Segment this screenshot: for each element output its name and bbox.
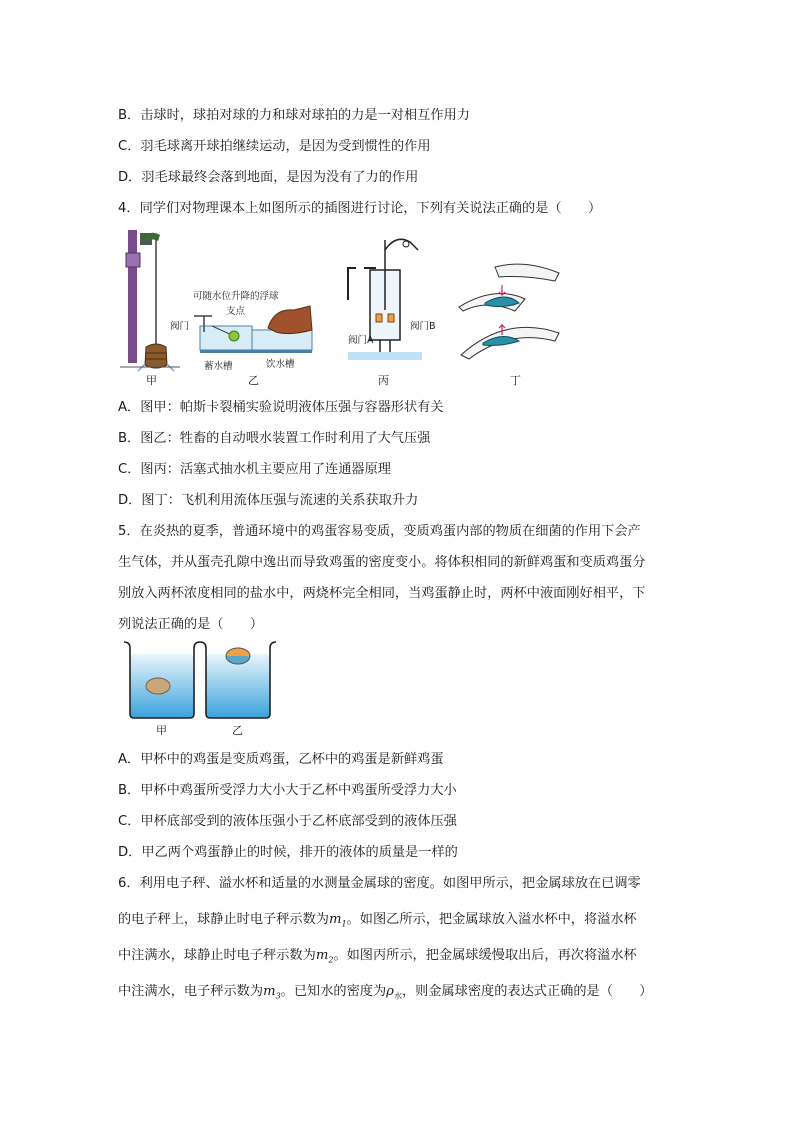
symbol-rho-sub: 水 — [393, 991, 402, 1001]
figure-beakers — [120, 638, 280, 722]
q6-line-4 — [118, 980, 653, 1002]
q4-option-a: A．图甲：帕斯卡裂桶实验说明液体压强与容器形状有关 — [118, 400, 444, 415]
q6-line-4-text-b: 。已知水的密度为 — [280, 984, 387, 999]
symbol-m1 — [329, 912, 347, 927]
q4-option-b: B．图乙：牲畜的自动喂水装置工作时利用了大气压强 — [118, 431, 431, 446]
symbol-m2 — [316, 948, 334, 963]
q5-stem-line-1: 5．在炎热的夏季，普通环境中的鸡蛋容易变质，变质鸡蛋内部的物质在细菌的作用下会产 — [118, 524, 641, 539]
figure-caption-bing: 丙 — [378, 374, 389, 387]
q6-line-1: 6．利用电子秤、溢水杯和适量的水测量金属球的密度。如图甲所示，把金属球放在已调零 — [118, 876, 641, 891]
label-valve-b: 阀门B — [410, 321, 436, 332]
q4-stem: 4．同学们对物理课本上如图所示的插图进行讨论，下列有关说法正确的是（ ） — [118, 201, 602, 216]
q5-option-b: B．甲杯中鸡蛋所受浮力大小大于乙杯中鸡蛋所受浮力大小 — [118, 783, 457, 798]
q6-line-4-text-c: ，则金属球密度的表达式正确的是（ ） — [401, 984, 653, 999]
symbol-m2-letter: m — [315, 948, 329, 963]
beaker-caption-jia: 甲 — [156, 724, 167, 737]
q4-option-c: C．图丙：活塞式抽水机主要应用了连通器原理 — [118, 462, 391, 477]
label-float: 可随水位升降的浮球 — [193, 291, 279, 302]
pascal-barrel-illustration — [120, 225, 180, 373]
q6-line-3-text-a: 中注满水，球静止时电子秤示数为 — [118, 948, 316, 963]
symbol-rho-water — [386, 984, 402, 999]
q3-option-c: C．羽毛球离开球拍继续运动，是因为受到惯性的作用 — [118, 139, 431, 154]
label-drinking-trough: 饮水槽 — [266, 359, 295, 370]
beaker-caption-yi: 乙 — [232, 724, 243, 737]
beakers-illustration — [120, 638, 280, 722]
q6-line-2 — [118, 908, 637, 929]
label-storage-tank: 蓄水槽 — [204, 361, 233, 372]
q3-option-d: D．羽毛球最终会落到地面，是因为没有了力的作用 — [118, 170, 419, 185]
figure-caption-yi: 乙 — [248, 374, 259, 387]
q4-option-d: D．图丁：飞机利用流体压强与流速的关系获取升力 — [118, 493, 419, 508]
q5-stem-line-3: 别放入两杯浓度相同的盐水中，两烧杯完全相同，当鸡蛋静止时，两杯中液面刚好相平，下 — [118, 586, 646, 601]
q5-stem-line-2: 生气体，并从蛋壳孔隙中逸出而导致鸡蛋的密度变小。将体积相同的新鲜鸡蛋和变质鸡蛋分 — [118, 555, 646, 570]
symbol-m3 — [263, 984, 281, 999]
q5-option-a: A．甲杯中的鸡蛋是变质鸡蛋，乙杯中的鸡蛋是新鲜鸡蛋 — [118, 752, 444, 767]
airplane-wing-illustration — [455, 255, 565, 370]
symbol-m3-letter: m — [263, 984, 276, 999]
q6-line-3-text-b: 。如图丙所示，把金属球缓慢取出后，再次将溢水杯 — [333, 948, 637, 963]
q5-option-d: D．甲乙两个鸡蛋静止的时候，排开的液体的质量是一样的 — [118, 845, 458, 860]
q6-line-2-text-a: 的电子秤上，球静止时电子秤示数为 — [118, 912, 329, 927]
q5-option-c: C．甲杯底部受到的液体压强小于乙杯底部受到的液体压强 — [118, 814, 457, 829]
label-valve: 阀门 — [170, 321, 190, 332]
symbol-m3-sub: 3 — [275, 991, 281, 1001]
figure-ding-airplane-wing — [455, 255, 565, 370]
q3-option-b: B．击球时，球拍对球的力和球对球拍的力是一对相互作用力 — [118, 108, 470, 123]
q6-line-4-text-a: 中注满水，电子秤示数为 — [118, 984, 264, 999]
symbol-m2-sub: 2 — [328, 955, 334, 965]
label-valve-a: 阀门A — [348, 335, 374, 346]
q6-line-2-text-b: 。如图乙所示，把金属球放入溢水杯中，将溢水杯 — [346, 912, 637, 927]
q5-stem-line-4: 列说法正确的是（ ） — [118, 617, 264, 632]
label-pivot: 支点 — [226, 306, 246, 317]
figure-caption-jia: 甲 — [146, 374, 157, 387]
figure-caption-ding: 丁 — [510, 374, 521, 387]
symbol-m1-letter: m — [329, 912, 342, 927]
symbol-m1-sub: 1 — [341, 919, 347, 929]
symbol-rho-letter: ρ — [386, 984, 394, 999]
figure-jia-pascal-barrel — [120, 225, 180, 373]
q6-line-3 — [118, 944, 637, 965]
